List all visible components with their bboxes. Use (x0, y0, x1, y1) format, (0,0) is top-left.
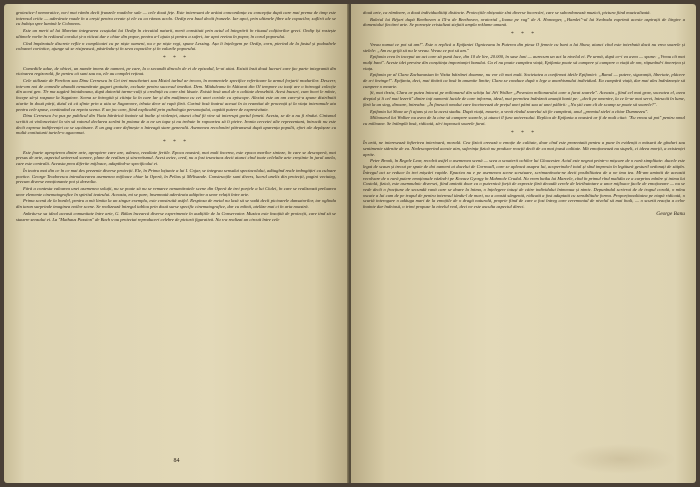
paragraph: două arte, ca rămînere, a două individualități distincte. Proiecțiile obișnuite sînt diverse încercări, care se subordonează muzicii, pictura fiind muzicalizată. (363, 10, 651, 15)
paragraph: grotestice-l nemoratice, nu-i mai rămîn decît frunzele roadelor sale — cele două fețe. Este interesant de arătat concordanța cu concepția după care mai prema de timp este interesul critic — aderărate roade în a crești pentru create și ele cu ca rămas acolo. Oedip era baal decât frunzele. Iar apoi, prin ultimele fibre ale copacilor, suflirii ale se cu bubișa spre lumină le Colonnos. (16, 10, 336, 27)
right-page-column (363, 10, 685, 218)
paragraph: Vreau numai ce pot să am!". Este o replică a Epifaniei Ogniceanu în Puterea din piesa O femeie cu bani a lui Shaw, atunci cînd este interbată dacă nu vrea soarele și stelele: „Am eu grijă să nu le vreau. Vreau ce pot să am." (363, 41, 685, 53)
paragraph: Epifania pe al Clara Zachanasian în Vizita bătrânei doamne, nu vor cît mai mult. Societatea a confirmat ideile Epifaniei: „Banul — putere, siguranță, libertate, plăcere de a-i învinge!". Epifania, deci, mai tînără ca însă în anumite limite; Clara se conduce după o lege a anarhismului individual. Ea cumpără viață, dar mai ales îndrăznește să cumpere o moarte. (363, 72, 685, 89)
book-spread (4, 4, 696, 483)
section-separator: * * * (511, 129, 537, 136)
paragraph: Peter Brook, în Regele Lear, recolră astfel o asemenea scenă — scea a scoaterii ochilor lui Gloucester. Actul este negrat printr-o mișcare de o rară simplitate: ducele este legat de scaun și trecut pe spate de doi oameni ai ducelui de Cornwall, care se apleacă asupra lui, acoperindu-l total și sînd impresia în legătură gesturil ordonați de stăpîn. Întregul act se reduce la trei mișcări rapide. Epactea nu e pe asemenea scene scrutuare, scrimantivatu-ne decit posibilitatea de a ne ima tea. Mi-am amintit de această recolvare de o rară putere emoționale văzînd-i pe Kovacz Gyorgy în Mahmole Crudul. Nu vrem baiku lui Marcele, cînd în primul rînd malidia ce a curprins mînîre și inima lui Costolă, fizică, este asemnulnic diversei, fiind amintit doar ca o puternică forță de expresie fără deoadă cerele de letribuintare a unor mijloace facile de emoționare — nu se vede decît o fracțiune de secundă rană care se doare la înima, o înțelegere totuși de către individului înimeaua și nimic. Depunîndul scrierui de de trupul corală, o mînu oscate a lui cum de pe trupul de pentru interesul tăndu-l de mari, nu a ceastă sângentă, ridicată a fost adaptată cu sensiblituhe forma. Proporționalitatea pe etapă ridicată, o scurtă interogare o adăuga mari de la emoțiile de o dragă naturală, proprie fiind de care a fost întreg care ceremoniul de nivelul să mai înalt, — o scurtă reacția a celor înainte dar îndeiasă, o trimi propuse la nivelul real, deci ne este asculta aspectul direct. (363, 158, 685, 210)
paragraph: Și, mai tîrziu, Clara ar putea întocui pe milionarul din schița lui Jiří Wolker „Povestea milionarului care a furat soarele". Aceasta „fiind cel mai grav, soceatea el, avea dreptul și îi cel mai lezerit" dintre toți oamenii lucide de care informa, ideal, mai permitea îndrăznit anunță banii pe: „decît pe omenire, la ce le-ar mai servi, întrucât în lume, fără la un sing, dinoare, întreaba: „În fineucă omului care încetorează de prețul unei păini sau ai unei pălării: „Nu știi cum cît de scump se poate să soarele?". (363, 90, 685, 107)
author-signature: George Banu (656, 210, 685, 217)
paragraph: Baletul lui Béjart după Beethoven a IX-a de Beethoven, oratoriul „Ioana pe rug" de A. Honneger, „Hamlet"-ul lui Svoboda exprimă aceste aspirații de lărgire a domeniului fiecărei arte. Se pornește cristalizat stefuiti ampla reklame umană. (363, 16, 685, 28)
paragraph: Ankrău-se sa ideal aceasă comunitate între arte, G. Bălan încearcă diverse experimente în audițiile de la Conservator. Muzica este însoțită de proiecții, care tind să se stauere sensului ei. La "Mathaus Passion" de Bach s-au proiectat reproduceri celebre de pictură figurativă. Nu s-a realizat un circuit între cele (16, 210, 336, 222)
paragraph: Milionarul lui Wolker nu avea de la cine să cumpere soarele, și atunci îl fura universului. Replica de Epifania a noastră ar fi de mult citat: "Eu vreau să pot" pentru omul cu milioane. Se întîmplă însă, ridicată, să-i topească soarele furat. (363, 115, 685, 126)
paragraph: Cînd împăratule discrete reflie n complicatei cu pe niște oameni, nu e pe niște regi, spune Lessing. Așa îi înțelegem pe Oedip, corn, pierind de la fastul și podoabele coloanei corintice, ajunge să se risipească, păstrîndu-și în seva copacilor și în valurile poporului. (16, 40, 336, 52)
paragraph: Prima scenă de la bordel, pentru a mă limita la un singur exemplu, este construită astfel. Respinsa de metal nu lasă să se vadă decît picioarele dansatorilor, iar oglinda din taran surprinde imaginea noilor scene. Se realizează întregul tablou prin două surse specific cinematografice, dar cu mîinii, atelăze mai ci în arta noastră. (16, 198, 336, 210)
paper-stain (566, 444, 676, 474)
paragraph: Comediile adue, de obicei, un număr imens de oameni, pe care, la o secundă dincolo de ei de episodul, le-ai uitat. Există însă două lucruri care fac parte integrantă din victoarea regizorală, fie pentru că sunt sau nu, ele au complet reținut. (16, 65, 336, 77)
section-separator: * * * (163, 54, 189, 61)
page-number: 84 (173, 458, 180, 464)
paragraph: În artă, ne interesează înfierirea interioară, morală. Cea fizică creează o emoție de calitate, doar cînd este prezentată pentru a pune în evidență o măsură de gînduri sau sentimente stârnite de ea. Nedescoperind aceste aim, suferința fizică nu produce reacții decît de ca mai joasă calitate. Mă emoționează nu stupelt, ci ideea morții, a existenței aprite. (363, 140, 685, 157)
left-page-column (16, 10, 336, 223)
paragraph: Cele utilizate de Perchon sau Dinu Cernescu în Cei trei muschetari sau Mistol turbul ar trecea, în momentele specifice referitoare la armul forjarii modurilor. Descerr, inte-am noi de comedie abundă nenumărate guguri gratuite, excluzie pentru succesul imediat. Dem. Măduleanu în Alăturat din Ol tempore cu toați are o întreagă colecție din acest gen. Tîr ma sugără întotdeauna, după datorită tarme-culți și credință cu care sînt lăsate. Există însă unul de o calitate deosebită. Acest bucuri, cum încet le mînte, începe să-și raspune la Sugatore. Scena se întregită și citința la în care lar și din mulțimea cu cei unei coriale cu episcope. Alexiat este un om care-și-a spune distribuiti aiurite în două părți, dutul că că sfinte prin a utiu se Sagaroore, trbuia deor ai rupă fără. Curină însă înatrui acesat în ia reamtiat de procență și la viața interamule ata pentru cele spase, continuînd ca repeta scena. E un joc care, fiind explicabil prin psihologia personajului, capătă putere de expresivitate. (16, 78, 336, 112)
paragraph: Dinu Cernescu l-a pus pe publicul din Viata bărărică înainte să înalte și violenței, atunci cînd fii vine să interrupt gortul femeii. Acesta, se de a nu fi rîndut. Cinismul scriitit ai violonceistei la vin să ratorul declarea scrânt în poiana de a ne un tupa și nu trebuie în rapoarteu să îi pieire. Ironia cercetei alte reprezentant, întrucât nu este decît expresa indiferenței ca se ușcătsare. E un gag care definește o întreagă stare generală. Asemenea recolonări pătrunsesă după aparența populii, efort ale depășeze cu multă contiuiunii turtele-o agacomat. (16, 113, 336, 136)
paragraph: Epifania crea în incepui un act care să pună luce, din 10 de lire, 20.000, în sase luni — aurecum un act la nivelul ei. Pe urmă, după ce-i va avea — spune: „Vreau cît mai mulți bani". Aceste idei previne din conștiința importanței banului. Ca el nu poate cumpăra viață, Epifania poate să cumpere și cumpere o viață de om, răpunînd-i tinerețea și viața. (363, 54, 685, 71)
paragraph: Fără a contesta valoarea unei asemenea soluții, nu se poate să nu se remarce nenumăratele scene din Operă de trei porțele a lui Ciulei, în care se realizează preluarea unor elemente cinematografice în spiritul teatrului. Aceasta, mi se pare, însemnată aderărata adăptire a unor relații între arte. (16, 185, 336, 197)
paragraph: Este un merit al lui Mareian integrarea ccuștulat lui Oedip în circuitul naturii, merit constituit prin actul al întegrării în rituaul colțitorilor greci. Oedip își rostește ultimele vorbe în rediaeul corului și-a viticat dar e chiar din popor, pentru a-l ajuta și pentru a sufert, iar apoi reeinu în popor, în corul poporului. (16, 28, 336, 39)
right-page (351, 4, 696, 483)
section-separator: * * * (511, 31, 537, 38)
paragraph: Epifania lui Shaw ar fi ajuns și ea la acest stadiu. După viață, moarte, a venit rîndul soarelui să fie cumpărat, unul „premiul stelei a chiar Dumnezeu". (370, 108, 649, 114)
section-separator: * * * (163, 139, 189, 146)
paragraph: Este foarte apropierea dintre arte, apropiere care are, adesea, rezultate fertile. Epoca noastră, mai mult încerea, este epoca marilor sinteze, în care se descoperă, mai presus de arte, aspectul universal sonore, plane de realism și sincretismul. Acest aviec, cred, nu a fost trunctuos decit atunci cînd toate celelalte arte creștinte în jurul unela, care este centrală. Aceasta prea diferite mijloace, adaptînd-se specificului ei. (16, 149, 336, 167)
left-page (4, 4, 349, 483)
paragraph: În teatru mai din ce în ce mai des prezente diverse proiecții. Ele, în Prima loțiunie a lui I. Cojar, se integrau sensului spectacolului, adăugînd reale imbogățiri cu culoare poetice. George Teodorescu introducearea asemenea mijloace chiar la Operă, în Pelias și Mélisande. Construcțile sunt divers, lucrul unelis din proiecții, pagini veciuteg, precum diverse emoționante pot și dezvolta. (16, 167, 336, 185)
